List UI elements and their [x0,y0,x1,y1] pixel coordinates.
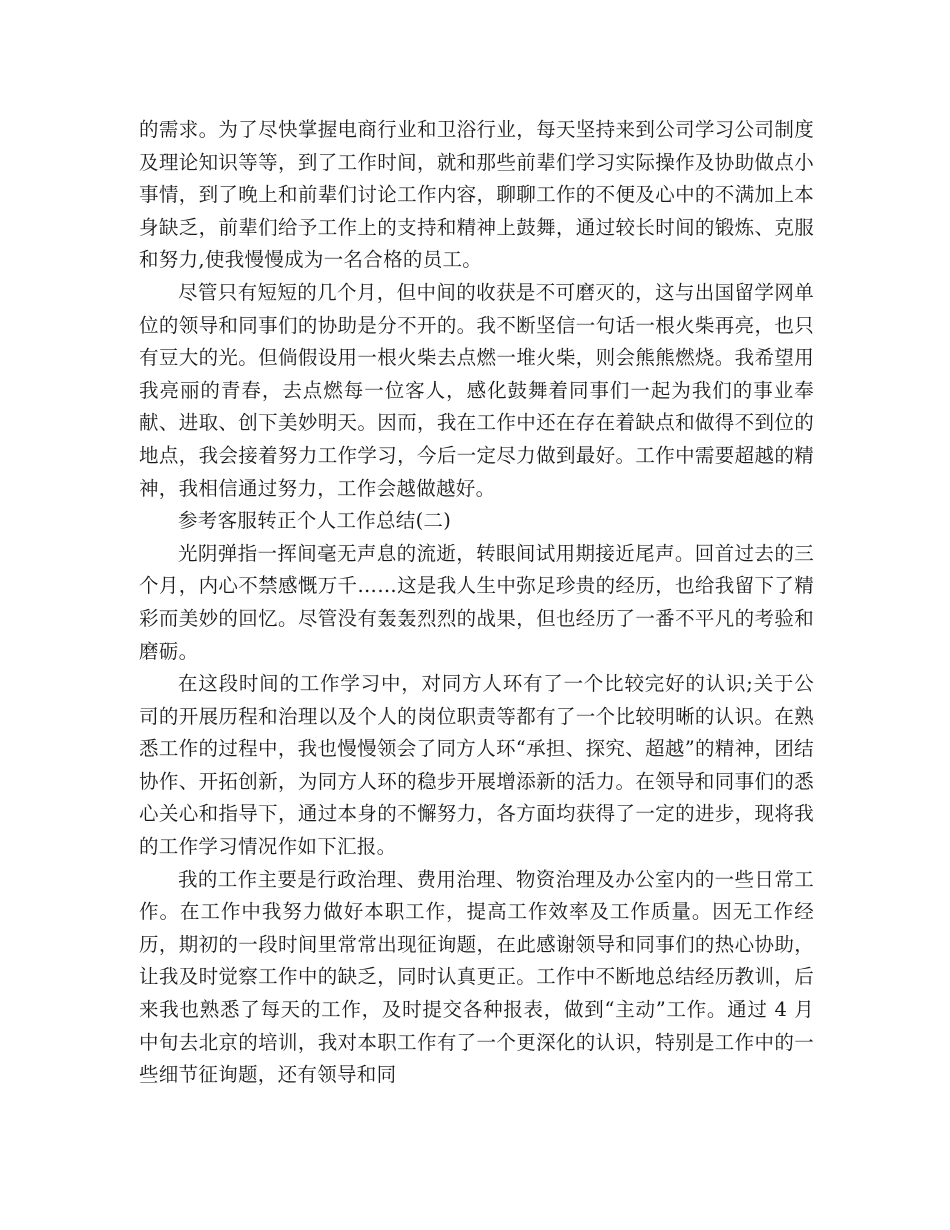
paragraph: 光阴弹指一挥间毫无声息的流逝，转眼间试用期接近尾声。回首过去的三个月，内心不禁感慨万千……这是我人生中弥足珍贵的经历，也给我留下了精彩而美妙的回忆。尽管没有轰轰烈烈的战果，但也经历了一番不平凡的考验和磨砺。 [139,541,814,663]
document-body [139,114,814,1092]
paragraph: 尽管只有短短的几个月，但中间的收获是不可磨灭的，这与出国留学网单位的领导和同事们的协助是分不开的。我不断坚信一句话一根火柴再亮，也只有豆大的光。但倘假设用一根火柴去点燃一堆火柴，则会熊熊燃烧。我希望用我亮丽的青春，去点燃每一位客人，感化鼓舞着同事们一起为我们的事业奉献、进取、创下美妙明天。因而，我在工作中还在存在着缺点和做得不到位的地点，我会接着努力工作学习，今后一定尽力做到最好。工作中需要超越的精神，我相信通过努力，工作会越做越好。 [139,280,814,500]
paragraph: 我的工作主要是行政治理、费用治理、物资治理及办公室内的一些日常工作。在工作中我努力做好本职工作，提高工作效率及工作质量。因无工作经历，期初的一段时间里常常出现征询题，在此感谢领导和同事们的热心协助，让我及时觉察工作中的缺乏，同时认真更正。工作中不断地总结经历教训，后来我也熟悉了每天的工作，及时提交各种报表，做到“主动”工作。通过 4 月中旬去北京的培训，我对本职工作有了一个更深化的认识，特别是工作中的一些细节征询题，还有领导和同 [139,867,814,1087]
paragraph: 在这段时间的工作学习中，对同方人环有了一个比较完好的认识;关于公司的开展历程和治理以及个人的岗位职责等都有了一个比较明晰的认识。在熟悉工作的过程中，我也慢慢领会了同方人环“承担、探究、超越”的精神，团结协作、开拓创新，为同方人环的稳步开展增添新的活力。在领导和同事们的悉心关心和指导下，通过本身的不懈努力，各方面均获得了一定的进步，现将我的工作学习情况作如下汇报。 [139,672,814,859]
paragraph-continued: 的需求。为了尽快掌握电商行业和卫浴行业，每天坚持来到公司学习公司制度及理论知识等等，到了工作时间，就和那些前辈们学习实际操作及协助做点小事情，到了晚上和前辈们讨论工作内容，聊聊工作的不便及心中的不满加上本身缺乏，前辈们给予工作上的支持和精神上鼓舞，通过较长时间的锻炼、克服和努力,使我慢慢成为一名合格的员工。 [139,118,814,272]
section-heading: 参考客服转正个人工作总结(二) [178,509,452,533]
